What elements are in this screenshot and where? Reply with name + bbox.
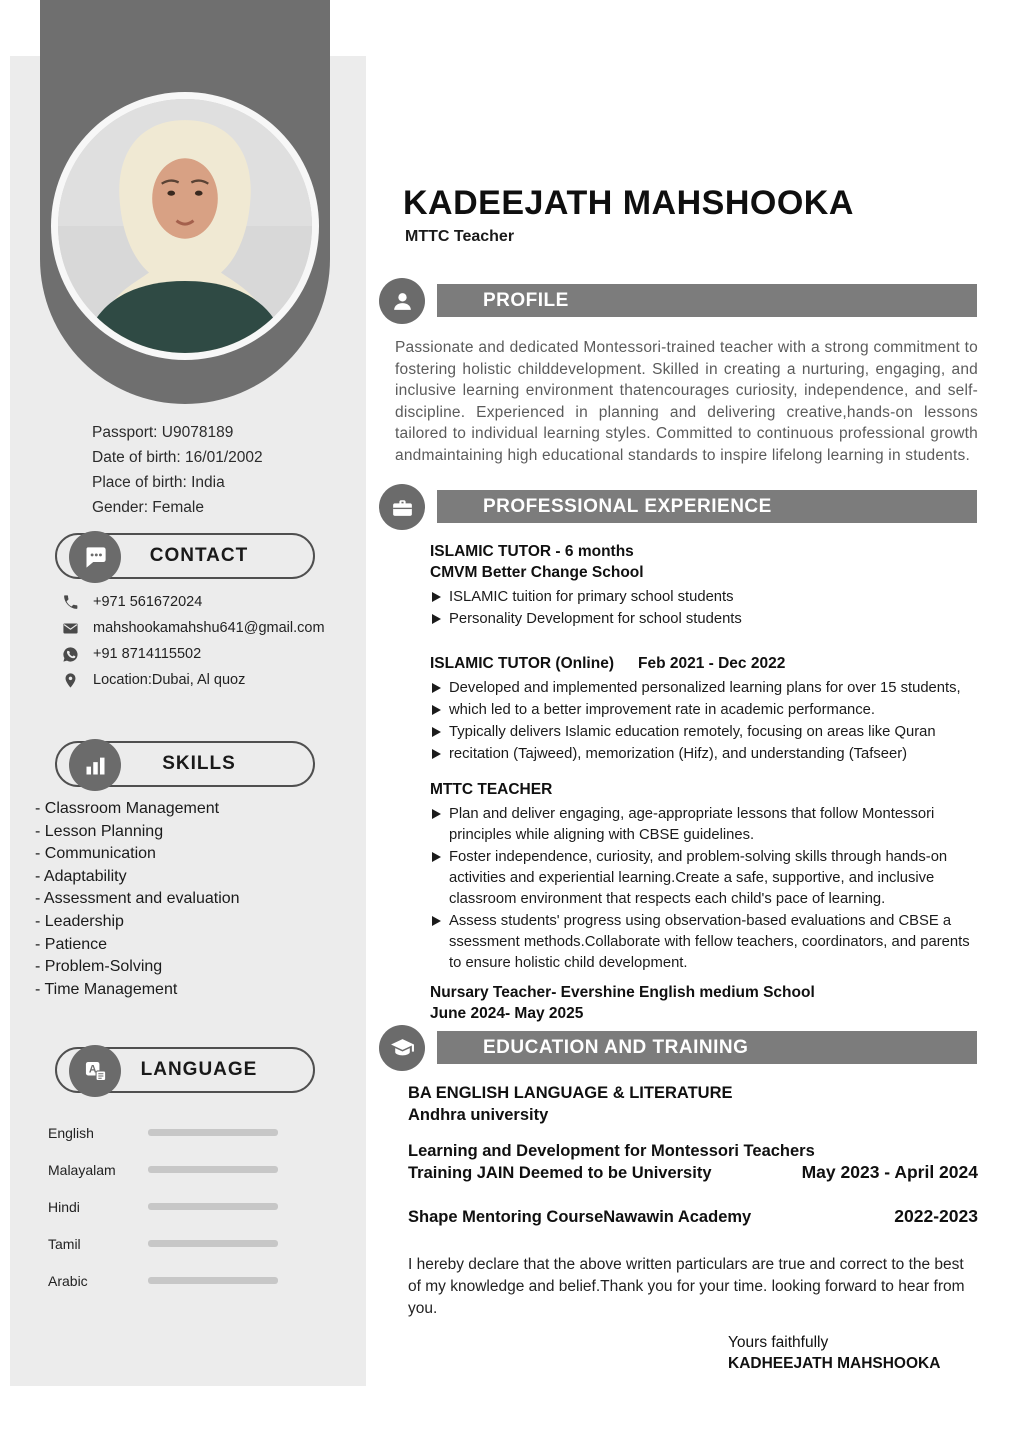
profile-photo (58, 99, 312, 353)
phone-text: +971 561672024 (93, 594, 203, 610)
experience-entry (430, 541, 982, 630)
language-level-bar (148, 1129, 278, 1136)
language-name: English (48, 1124, 94, 1141)
language-name: Tamil (48, 1235, 81, 1252)
experience-entry (430, 982, 815, 1024)
job-title: ISLAMIC TUTOR (Online) (430, 655, 614, 672)
institution: Training JAIN Deemed to be University (408, 1164, 712, 1182)
course-dates: May 2023 - April 2024 (801, 1162, 978, 1182)
job-dates: June 2024- May 2025 (430, 1005, 584, 1022)
location-text: Location:Dubai, Al quoz (93, 672, 246, 688)
arrow-bullet-icon (432, 749, 441, 759)
closing-block (728, 1332, 940, 1374)
closing-salutation: Yours faithfully (728, 1334, 829, 1351)
phone-icon (62, 594, 83, 611)
experience-entry (430, 779, 982, 974)
language-row (48, 1225, 298, 1262)
bar-chart-icon (69, 739, 121, 791)
skill-item: - Adaptability (35, 866, 240, 889)
arrow-bullet-icon (432, 614, 441, 624)
language-row (48, 1262, 298, 1299)
job-title: ISLAMIC TUTOR - 6 months (430, 543, 634, 560)
language-level-bar (148, 1240, 278, 1247)
skill-item: - Classroom Management (35, 798, 240, 821)
profile-photo-ring (51, 92, 319, 360)
location-icon (62, 672, 83, 689)
email-text: mahshookamahshu641@gmail.com (93, 620, 325, 636)
skill-item: - Communication (35, 843, 240, 866)
course-title: Shape Mentoring CourseNawawin Academy (408, 1208, 752, 1226)
portrait-illustration (58, 99, 312, 353)
language-name: Hindi (48, 1198, 80, 1215)
language-name: Malayalam (48, 1161, 116, 1178)
arrow-bullet-icon (432, 809, 441, 819)
skills-title: SKILLS (162, 753, 236, 774)
course-dates: 2022-2023 (894, 1206, 978, 1226)
arrow-bullet-icon (432, 727, 441, 737)
photo-background-shape (40, 0, 330, 404)
skill-item: - Problem-Solving (35, 956, 240, 979)
arrow-bullet-icon (432, 592, 441, 602)
contact-item-whatsapp (62, 641, 325, 667)
degree-title: BA ENGLISH LANGUAGE & LITERATURE (408, 1084, 733, 1102)
whatsapp-icon (62, 646, 83, 663)
person-icon (379, 278, 425, 324)
job-bullet: Plan and deliver engaging, age-appropriate lessons that follow Montessori principles while aligning with CBSE guidelines. (430, 804, 982, 846)
passport-line: Passport: U9078189 (92, 424, 234, 441)
profile-section-title: PROFILE (437, 284, 977, 317)
gender-line: Gender: Female (92, 499, 204, 516)
profile-summary: Passionate and dedicated Montessori-trained teacher with a strong commitment to fostering holistic childdevelopment. Skilled in creating a nurturing, engaging, and inclusive learning environment thatencourages curiosity, independence, and self-discipline. Experienced in planning and delivering creative,hands-on lessons tailored to individual learning styles. Committed to continuous professional growth andmaintaining high educational standards to inspire lifelong learning in students. (395, 339, 978, 464)
whatsapp-text: +91 8714115502 (93, 646, 202, 662)
language-row (48, 1114, 298, 1151)
sidebar (10, 56, 366, 1386)
language-level-bar (148, 1203, 278, 1210)
job-bullet: Assess students' progress using observation-based evaluations and CBSE a ssessment methods.Collaborate with fellow teachers, coordinators, and parents to ensure holistic child development. (430, 911, 982, 974)
email-icon (62, 620, 83, 637)
experience-section-title: PROFESSIONAL EXPERIENCE (437, 490, 977, 523)
job-bullet: Developed and implemented personalized learning plans for over 15 students, (430, 678, 982, 699)
language-row (48, 1188, 298, 1225)
language-level-bar (148, 1166, 278, 1173)
language-level-bar (148, 1277, 278, 1284)
skill-item: - Patience (35, 934, 240, 957)
declaration-text: I hereby declare that the above written particulars are true and correct to the best of my knowledge and belief.Thank you for your time. looking forward to hear from you. (408, 1256, 965, 1317)
skill-item: - Leadership (35, 911, 240, 934)
translate-icon (69, 1045, 121, 1097)
education-entry (408, 1082, 978, 1126)
signature-name: KADHEEJATH MAHSHOOKA (728, 1355, 941, 1372)
dob-line: Date of birth: 16/01/2002 (92, 449, 263, 466)
arrow-bullet-icon (432, 705, 441, 715)
job-title: MTTC TEACHER (430, 781, 553, 798)
job-company: CMVM Better Change School (430, 564, 644, 581)
job-bullet: Typically delivers Islamic education remotely, focusing on areas like Quran (430, 722, 982, 743)
skill-item: - Lesson Planning (35, 821, 240, 844)
institution: Andhra university (408, 1106, 549, 1124)
job-bullet: Personality Development for school students (430, 609, 982, 630)
graduation-cap-icon (379, 1025, 425, 1071)
education-entry (408, 1206, 978, 1228)
skills-section-header (55, 741, 315, 787)
contact-item-phone (62, 589, 325, 615)
arrow-bullet-icon (432, 683, 441, 693)
experience-entry (430, 653, 982, 765)
chat-icon (69, 531, 121, 583)
skills-list (35, 798, 240, 1001)
job-bullet: ISLAMIC tuition for primary school students (430, 587, 982, 608)
briefcase-icon (379, 484, 425, 530)
contact-item-location (62, 667, 325, 693)
contact-title: CONTACT (149, 545, 249, 566)
job-bullet: Foster independence, curiosity, and problem-solving skills through hands-on activities and experiential learning.Create a safe, supportive, and inclusive classroom environment that respects each child's pace of learning. (430, 847, 982, 910)
contact-section-header (55, 533, 315, 579)
arrow-bullet-icon (432, 916, 441, 926)
candidate-name: KADEEJATH MAHSHOOKA (403, 184, 854, 222)
job-bullet: which led to a better improvement rate in academic performance. (430, 700, 982, 721)
arrow-bullet-icon (432, 852, 441, 862)
svg-text:A: A (88, 1063, 97, 1076)
language-row (48, 1151, 298, 1188)
education-section-title: EDUCATION AND TRAINING (437, 1031, 977, 1064)
job-bullet: recitation (Tajweed), memorization (Hifz), and understanding (Tafseer) (430, 744, 982, 765)
language-name: Arabic (48, 1272, 88, 1289)
skill-item: - Assessment and evaluation (35, 888, 240, 911)
job-title: Nursary Teacher- Evershine English medium School (430, 984, 815, 1001)
birthplace-line: Place of birth: India (92, 474, 225, 491)
education-entry (408, 1140, 978, 1184)
course-title: Learning and Development for Montessori Teachers (408, 1142, 815, 1160)
language-title: LANGUAGE (140, 1059, 258, 1080)
skill-item: - Time Management (35, 979, 240, 1002)
contact-list (62, 589, 325, 693)
contact-item-email (62, 615, 325, 641)
personal-info (92, 420, 263, 520)
language-section-header (55, 1047, 315, 1093)
job-dates: Feb 2021 - Dec 2022 (637, 655, 786, 672)
candidate-role: MTTC Teacher (405, 228, 515, 245)
language-list (48, 1114, 298, 1299)
